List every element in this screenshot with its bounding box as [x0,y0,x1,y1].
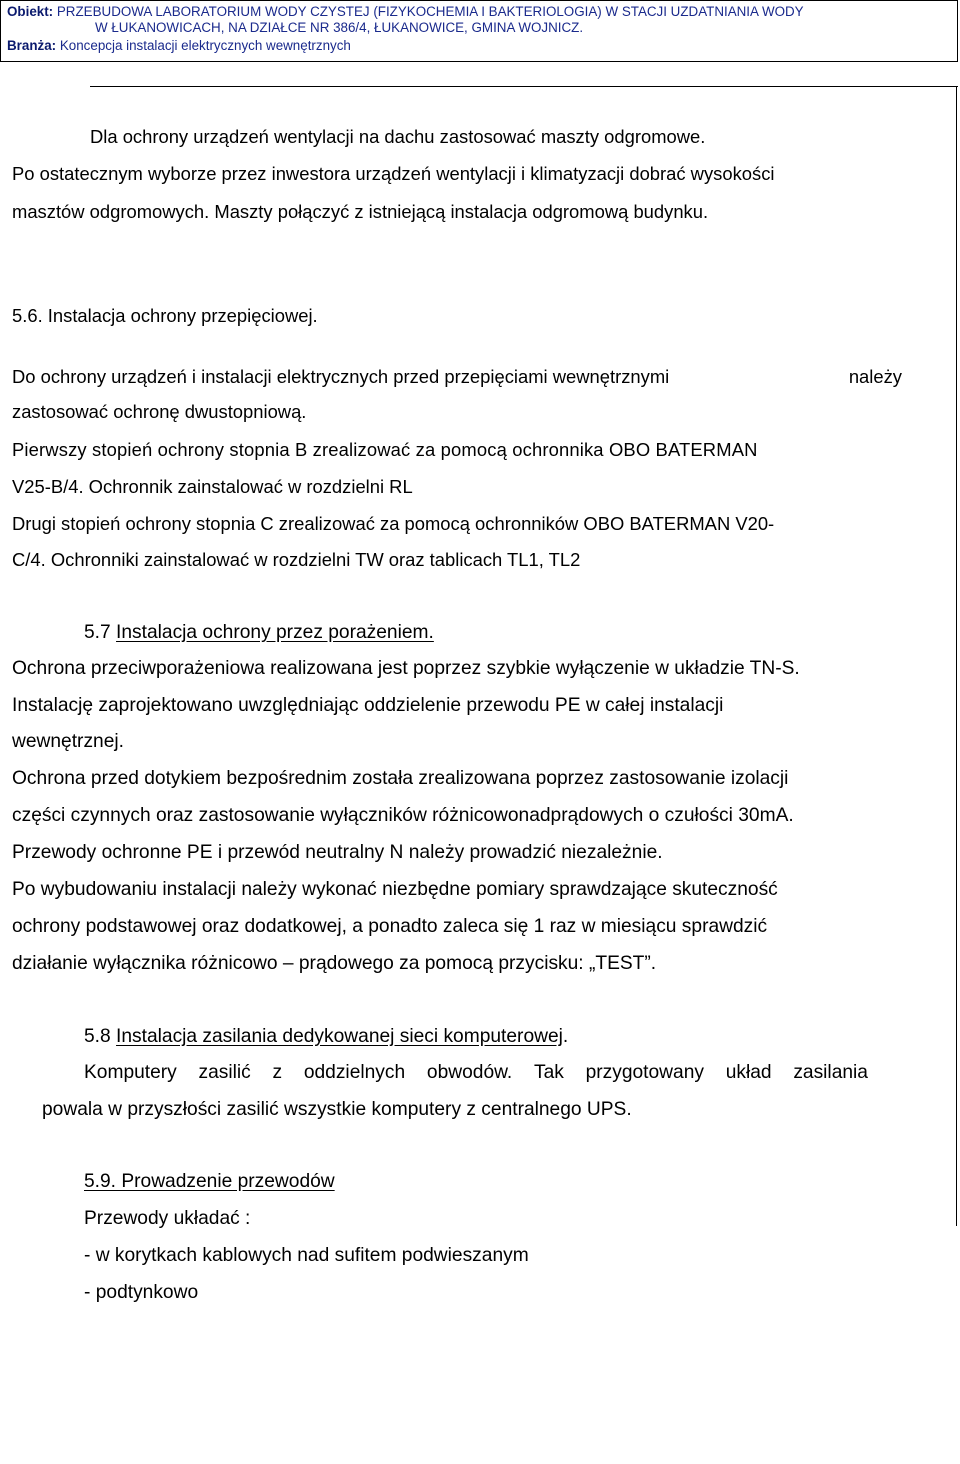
paragraph-line [84,1062,868,1084]
section-heading-5-6: 5.6. Instalacja ochrony przepięciowej. [12,305,318,326]
text-span: oddzielnych [303,1062,406,1083]
paragraph-line: wewnętrznej. [12,731,124,752]
header-object-line [7,4,804,20]
paragraph-line: Pierwszy stopień ochrony stopnia B zrealizować za pomocą ochronnika OBO BATERMAN [12,439,758,460]
section-number: 5.8 [84,1026,111,1047]
section-heading-5-9 [84,1171,335,1193]
section-heading-5-7 [84,622,434,644]
text-span: obwodów. [426,1062,513,1083]
paragraph-line: Po wybudowaniu instalacji należy wykonać niezbędne pomiary sprawdzające skuteczność [12,879,778,900]
text-span: Do ochrony urządzeń i instalacji elektrycznych przed przepięciami wewnętrznymi [12,366,670,387]
paragraph-line: C/4. Ochronniki zainstalować w rozdzielni TW oraz tablicach TL1, TL2 [12,549,581,570]
header-branch-line [7,38,351,54]
header-branch-text: Koncepcja instalacji elektrycznych wewnętrznych [59,38,351,53]
header-object-line-2: W ŁUKANOWICACH, NA DZIAŁCE NR 386/4, ŁUKANOWICE, GMINA WOJNICZ. [95,20,584,35]
text-span: Tak [533,1062,564,1083]
section-title-end: . [562,1026,569,1047]
header-object-text: PRZEBUDOWA LABORATORIUM WODY CZYSTEJ (FIZYKOCHEMIA I BAKTERIOLOGIA) W STACJI UZDATNIANIA WODY [56,4,804,19]
frame-right-rule [956,86,957,1226]
paragraph-line: części czynnych oraz zastosowanie wyłączników różnicowonadprądowych o czułości 30mA. [12,805,794,826]
paragraph-line: Ochrona przed dotykiem bezpośrednim została zrealizowana poprzez zastosowanie izolacji [12,768,789,789]
paragraph-line: ochrony podstawowej oraz dodatkowej, a ponadto zaleca się 1 raz w miesiącu sprawdzić [12,916,768,937]
frame-top-rule [90,86,958,87]
section-number: 5.7 [84,622,111,643]
section-title: Instalacja zasilania dedykowanej sieci komputerowej [116,1026,563,1047]
list-item: - w korytkach kablowych nad sufitem podwieszanym [84,1245,529,1266]
paragraph-line: V25-B/4. Ochronnik zainstalować w rozdzielni RL [12,476,413,497]
section-title: 5.9. Prowadzenie przewodów [84,1171,335,1192]
text-span: zasilania [793,1062,868,1083]
paragraph-line: Ochrona przeciwporażeniowa realizowana jest poprzez szybkie wyłączenie w układzie TN-S. [12,658,800,679]
document-header [0,0,958,62]
text-span: układ [725,1062,772,1083]
text-span: Komputery [84,1062,177,1083]
paragraph-line [12,366,902,388]
paragraph-line: działanie wyłącznika różnicowo – prądowego za pomocą przycisku: „TEST”. [12,953,657,974]
header-object-label: Obiekt: [7,4,54,19]
paragraph-line: Dla ochrony urządzeń wentylacji na dachu zastosować maszty odgromowe. [90,126,706,147]
section-heading-5-8 [84,1026,568,1048]
paragraph-line: Po ostatecznym wyborze przez inwestora urządzeń wentylacji i klimatyzacji dobrać wysokości [12,163,775,184]
paragraph-line: Przewody układać : [84,1208,251,1229]
text-span: z [272,1062,283,1083]
paragraph-line: Drugi stopień ochrony stopnia C zrealizować za pomocą ochronników OBO BATERMAN V20- [12,513,775,534]
text-span: należy [848,366,902,387]
section-title: Instalacja ochrony przez porażeniem. [116,622,434,643]
paragraph-line: zastosować ochronę dwustopniową. [12,401,307,422]
paragraph-line: masztów odgromowych. Maszty połączyć z istniejącą instalacja odgromową budynku. [12,201,709,222]
list-item: - podtynkowo [84,1282,199,1303]
paragraph-line: Instalację zaprojektowano uwzględniając oddzielenie przewodu PE w całej instalacji [12,695,724,716]
paragraph-line: powala w przyszłości zasilić wszystkie komputery z centralnego UPS. [42,1099,632,1120]
text-span: zasilić [198,1062,251,1083]
paragraph-line: Przewody ochronne PE i przewód neutralny N należy prowadzić niezależnie. [12,842,663,863]
text-span: przygotowany [585,1062,704,1083]
header-branch-label: Branża: [7,38,57,53]
